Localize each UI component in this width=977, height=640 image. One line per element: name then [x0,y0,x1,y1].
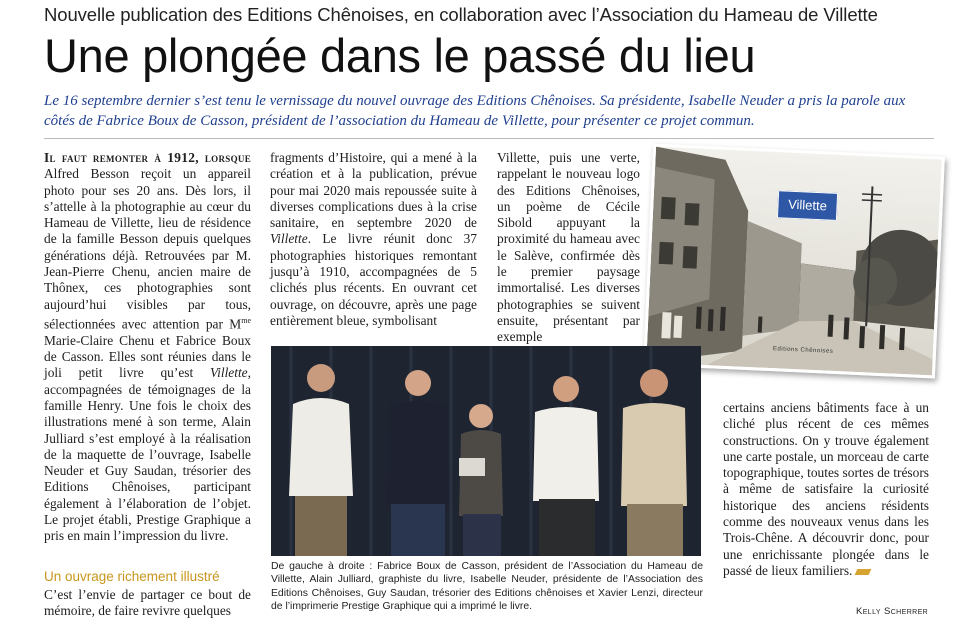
book-cover-image [643,143,945,378]
text-run: . Le livre réunit donc 37 photographies historiques remontant jusqu’à 1910, accompagnées de 5 clichés plus récents. En ouvrant cet ouvrage, on découvre, après une page entièrement bleue, symbolisant [270,231,477,328]
article-kicker: Nouvelle publication des Editions Chênoises, en collaboration avec l’Association du Hameau de Villette [44,4,878,25]
text-run: certains anciens bâtiments face à un cliché plus récent de ces mêmes constructions. On y trouve également une carte postale, un morceau de carte topographique, toutes sortes de trésors à même de satisfaire la curiosité historique des anciens résidents comme des nouveaux venus dans les Trois-Chêne. A découvrir donc, pour une enrichissante plongée dans le passé de lieux familiers. [723,400,929,578]
text-run: fragments d’Histoire, qui a mené à la création et à la publication, prévue pour mai 2020 mais repoussée suite à diverses complications dues à la crise sanitaire, en septembre 2020 de [270,150,477,231]
book-title: Villette [270,231,308,247]
article-lead: Le 16 septembre dernier s’est tenu le vernissage du nouvel ouvrage des Editions Chênoises. Sa présidente, Isabelle Neuder a pris la parole aux côtés de Fabrice Boux de Casson, président de l’association du Hameau de Villette, pour présenter ce projet commun. [44,93,906,129]
article-headline: Une plongée dans le passé du lieu [44,29,756,82]
column-4-paragraph [723,400,929,579]
book-cover-logo: Editions Chênoises [772,346,834,355]
section-subhead: Un ouvrage richement illustré [44,569,220,584]
lead-in: Il faut remonter à 1912, lorsque [44,150,251,165]
vintage-street-photo [646,147,942,376]
superscript: me [241,315,251,325]
column-1-paragraph [44,150,251,545]
byline: Kelly Scherrer [856,606,929,617]
text-run: , accompagnées de témoignages de la famille Henry. Une fois le choix des illustrations mené à son terme, Alain Julliard s’est employé à la réalisation de la maquette de l’ouvrage, Isabelle Neuder et Guy Saudan, trésorier des Editions Chênoises, participant également à l’élaboration de l’objet. Le projet établi, Prestige Graphique a pris en main l’impression du livre. [44,365,251,544]
end-mark-icon [855,569,872,575]
column-1-paragraph-2: C’est l’envie de partager ce bout de mémoire, de faire revivre quelques [44,587,251,619]
photo-caption: De gauche à droite : Fabrice Boux de Casson, président de l’Association du Hameau de Villette, Alain Julliard, graphiste du livre, Isabelle Neuder, présidente de l’Association des Editions Chênoises, Guy Saudan, trésorier des Editions chênoises et Xavier Lenzi, directeur de l’imprimerie Prestige Graphique qui a imprimé le livre. [271,561,703,613]
text-run: Marie-Claire Chenu et Fabrice Boux de Casson. Elles sont réunies dans le joli petit livre qu’est [44,332,251,381]
column-2 [270,150,477,329]
column-3-paragraph: Villette, puis une verte, rappelant le nouveau logo des Editions Chênoises, un poème de Cécile Sibold appuyant la proximité du hameau avec le Salève, confirmée dès le premier paysage immortalisé. Les diverses photographies se suivent ensuite, présentant par exemple [497,150,640,345]
column-3 [497,150,640,346]
lead-divider [44,138,934,139]
book-title: Villette [209,365,248,381]
book-cover-title: Villette [777,190,838,221]
text-run: Alfred Besson reçoit un appareil photo pour ses 20 ans. Dès lors, il s’attelle à la photographie au cœur du Hameau de Villette, lieu de résidence de la famille Besson depuis quelques générations déjà. Retrouvées par M. Jean-Pierre Chenu, ancien maire de Thônex, ces photographies sont aujourd’hui visibles par tous, sélectionnées avec attention par M [44,166,251,332]
group-photo [271,346,701,556]
column-1 [44,150,251,545]
column-2-paragraph [270,150,477,329]
column-1-continued [44,587,251,620]
five-people-photo [271,346,701,556]
column-4 [723,400,929,579]
